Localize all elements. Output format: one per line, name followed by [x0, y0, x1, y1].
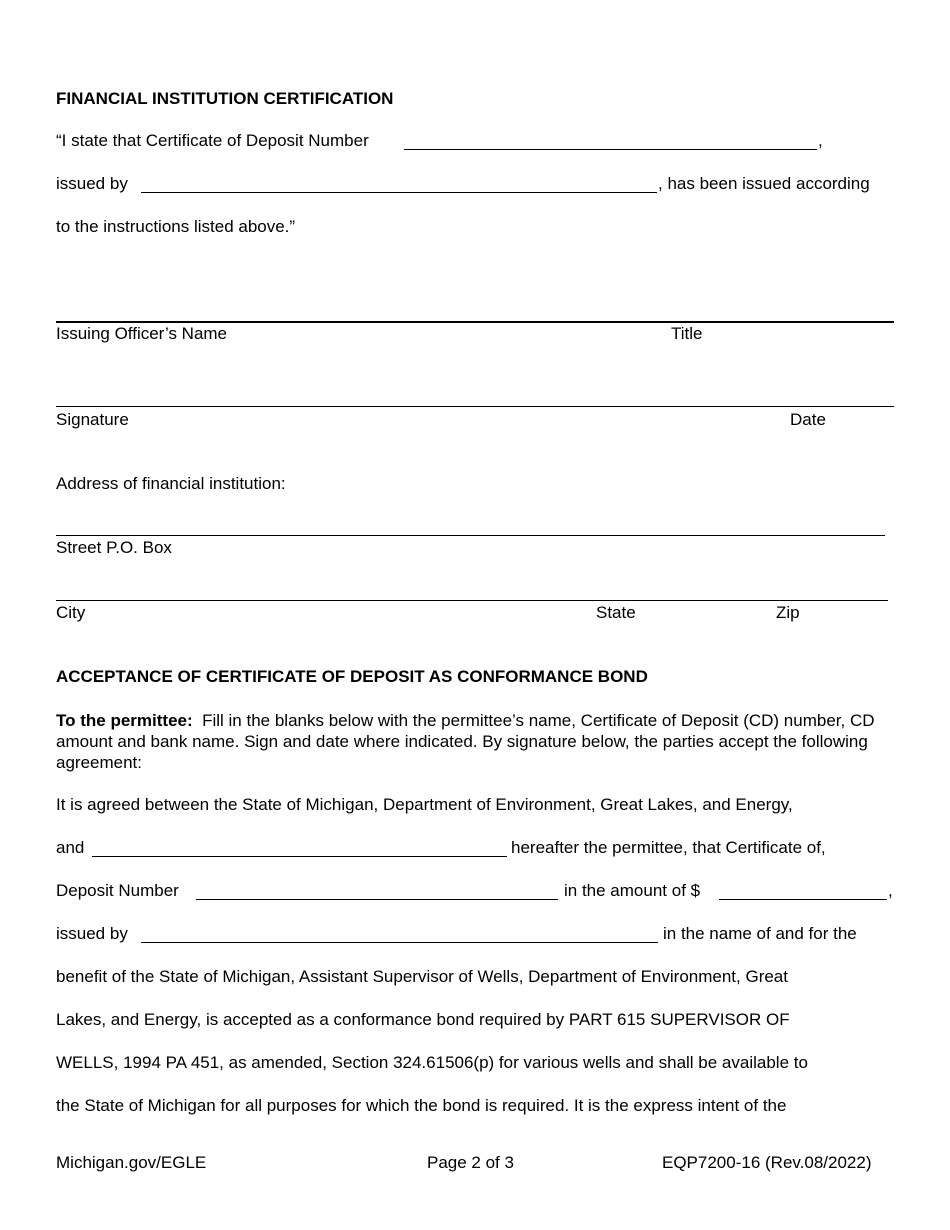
instructions-line: to the instructions listed above.”: [56, 217, 296, 236]
to-permittee-paragraph: [56, 710, 898, 773]
amount-field[interactable]: [719, 899, 887, 900]
city-state-zip-line[interactable]: [56, 600, 888, 601]
signature-date-line[interactable]: [56, 406, 894, 407]
bank-issued-prefix: issued by: [56, 924, 128, 943]
title-label: Title: [671, 324, 703, 343]
street-label: Street P.O. Box: [56, 538, 172, 557]
bank-issued-suffix: in the name of and for the: [663, 924, 857, 943]
zip-label: Zip: [776, 603, 800, 622]
agreed-line: It is agreed between the State of Michigan, Department of Environment, Great Lakes, and Energy,: [56, 795, 793, 814]
body-line-3: WELLS, 1994 PA 451, as amended, Section 324.61506(p) for various wells and shall be available to: [56, 1053, 808, 1072]
deposit-number-field[interactable]: [196, 899, 558, 900]
acceptance-heading: ACCEPTANCE OF CERTIFICATE OF DEPOSIT AS CONFORMANCE BOND: [56, 667, 648, 686]
street-line[interactable]: [56, 535, 885, 536]
issued-by-prefix: issued by: [56, 174, 128, 193]
permittee-name-field[interactable]: [92, 856, 507, 857]
officer-name-label: Issuing Officer’s Name: [56, 324, 228, 343]
amount-label: in the amount of $: [564, 881, 701, 900]
cd-number-field[interactable]: [404, 149, 817, 150]
issued-by-field[interactable]: [141, 192, 657, 193]
officer-title-line[interactable]: [56, 321, 894, 323]
amount-suffix: ,: [888, 881, 893, 900]
cd-number-prefix: “I state that Certificate of Deposit Number: [56, 131, 369, 150]
to-permittee-label: To the permittee:: [56, 711, 193, 730]
body-line-1: benefit of the State of Michigan, Assistant Supervisor of Wells, Department of Environment, Great: [56, 967, 788, 986]
and-suffix: hereafter the permittee, that Certificate of,: [511, 838, 826, 857]
date-label: Date: [790, 410, 826, 429]
deposit-number-prefix: Deposit Number: [56, 881, 179, 900]
footer-website: Michigan.gov/EGLE: [56, 1153, 207, 1172]
body-line-2: Lakes, and Energy, is accepted as a conformance bond required by PART 615 SUPERVISOR OF: [56, 1010, 790, 1029]
issued-by-suffix: , has been issued according: [658, 174, 870, 193]
footer-page-number: Page 2 of 3: [427, 1153, 514, 1172]
footer-form-id: EQP7200-16 (Rev.08/2022): [662, 1153, 872, 1172]
body-line-4: the State of Michigan for all purposes for which the bond is required. It is the express intent of the: [56, 1096, 787, 1115]
and-prefix: and: [56, 838, 85, 857]
bank-name-field[interactable]: [141, 942, 658, 943]
to-permittee-text: Fill in the blanks below with the permittee’s name, Certificate of Deposit (CD) number, CD amount and bank name. Sign and date where indicated. By signature below, the parties accept the following agreement:: [56, 711, 875, 772]
signature-label: Signature: [56, 410, 129, 429]
city-label: City: [56, 603, 86, 622]
address-label: Address of financial institution:: [56, 474, 286, 493]
state-label: State: [596, 603, 636, 622]
financial-heading: FINANCIAL INSTITUTION CERTIFICATION: [56, 89, 394, 108]
cd-number-suffix: ,: [818, 131, 823, 150]
